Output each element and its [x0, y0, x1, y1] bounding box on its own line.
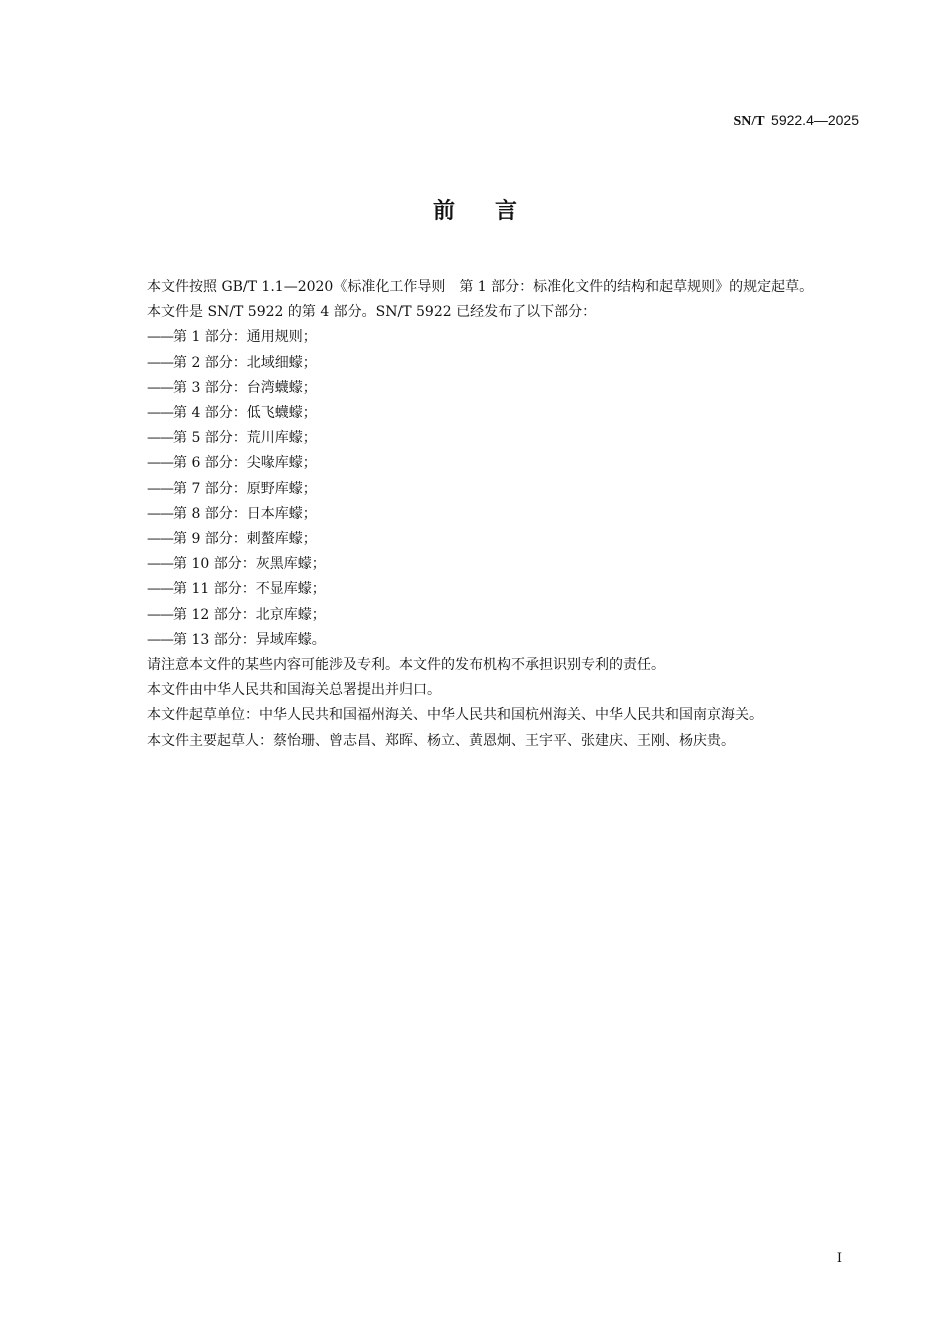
drafting-units-paragraph: 本文件起草单位：中华人民共和国福州海关、中华人民共和国杭州海关、中华人民共和国南京海关。 [147, 707, 763, 724]
list-item-text: 第 9 部分：刺螯库蠓； [173, 531, 317, 548]
foreword-body [113, 275, 859, 754]
list-item [113, 552, 859, 577]
list-item [113, 477, 859, 502]
list-dash: —— [147, 405, 173, 422]
list-item-text: 第 8 部分：日本库蠓； [173, 505, 317, 522]
list-item [113, 502, 859, 527]
list-item [113, 577, 859, 602]
published-parts-list [113, 325, 859, 653]
standard-number: 5922.4—2025 [771, 112, 859, 128]
list-item-text: 第 4 部分：低飞蠛蠓； [173, 405, 317, 422]
list-item-text: 第 7 部分：原野库蠓； [173, 480, 317, 497]
list-item [113, 603, 859, 628]
proposer-paragraph: 本文件由中华人民共和国海关总署提出并归口。 [147, 682, 441, 699]
list-item-text: 第 1 部分：通用规则； [173, 329, 317, 346]
list-item [113, 451, 859, 476]
list-item-text: 第 5 部分：荒川库蠓； [173, 430, 317, 447]
list-item [113, 628, 859, 653]
list-dash: —— [147, 354, 173, 371]
list-dash: —— [147, 631, 173, 648]
list-dash: —— [147, 505, 173, 522]
list-dash: —— [147, 329, 173, 346]
list-item-text: 第 2 部分：北域细蠓； [173, 354, 317, 371]
list-dash: —— [147, 606, 173, 623]
list-item-text: 第 11 部分：不显库蠓； [173, 581, 326, 598]
list-item-text: 第 6 部分：尖喙库蠓； [173, 455, 317, 472]
list-item-text: 第 10 部分：灰黑库蠓； [173, 556, 326, 573]
part-statement-paragraph: 本文件是 SN/T 5922 的第 4 部分。SN/T 5922 已经发布了以下部分： [147, 304, 597, 321]
drafters-paragraph: 本文件主要起草人：蔡怡珊、曾志昌、郑晖、杨立、黄恩炯、王宇平、张建庆、王刚、杨庆贵。 [147, 732, 735, 749]
list-item-text: 第 13 部分：异域库蠓。 [173, 631, 326, 648]
list-dash: —— [147, 531, 173, 548]
list-item [113, 351, 859, 376]
list-dash: —— [147, 430, 173, 447]
list-dash: —— [147, 556, 173, 573]
list-item [113, 527, 859, 552]
list-item [113, 325, 859, 350]
list-item [113, 401, 859, 426]
patent-notice-paragraph: 请注意本文件的某些内容可能涉及专利。本文件的发布机构不承担识别专利的责任。 [147, 657, 665, 674]
list-dash: —— [147, 480, 173, 497]
standard-code-header [733, 112, 859, 130]
standard-prefix: SN/T [733, 114, 765, 129]
list-item [113, 426, 859, 451]
page-number: I [836, 1251, 842, 1266]
list-dash: —— [147, 379, 173, 396]
list-dash: —— [147, 455, 173, 472]
drafting-basis-paragraph: 本文件按照 GB/T 1.1—2020《标准化工作导则 第 1 部分：标准化文件的结构和起草规则》的规定起草。 [147, 279, 814, 295]
page-title: 前言 [432, 199, 557, 224]
list-item-text: 第 12 部分：北京库蠓； [173, 606, 326, 623]
list-item-text: 第 3 部分：台湾蠛蠓； [173, 379, 317, 396]
list-dash: —— [147, 581, 173, 598]
list-item [113, 376, 859, 401]
